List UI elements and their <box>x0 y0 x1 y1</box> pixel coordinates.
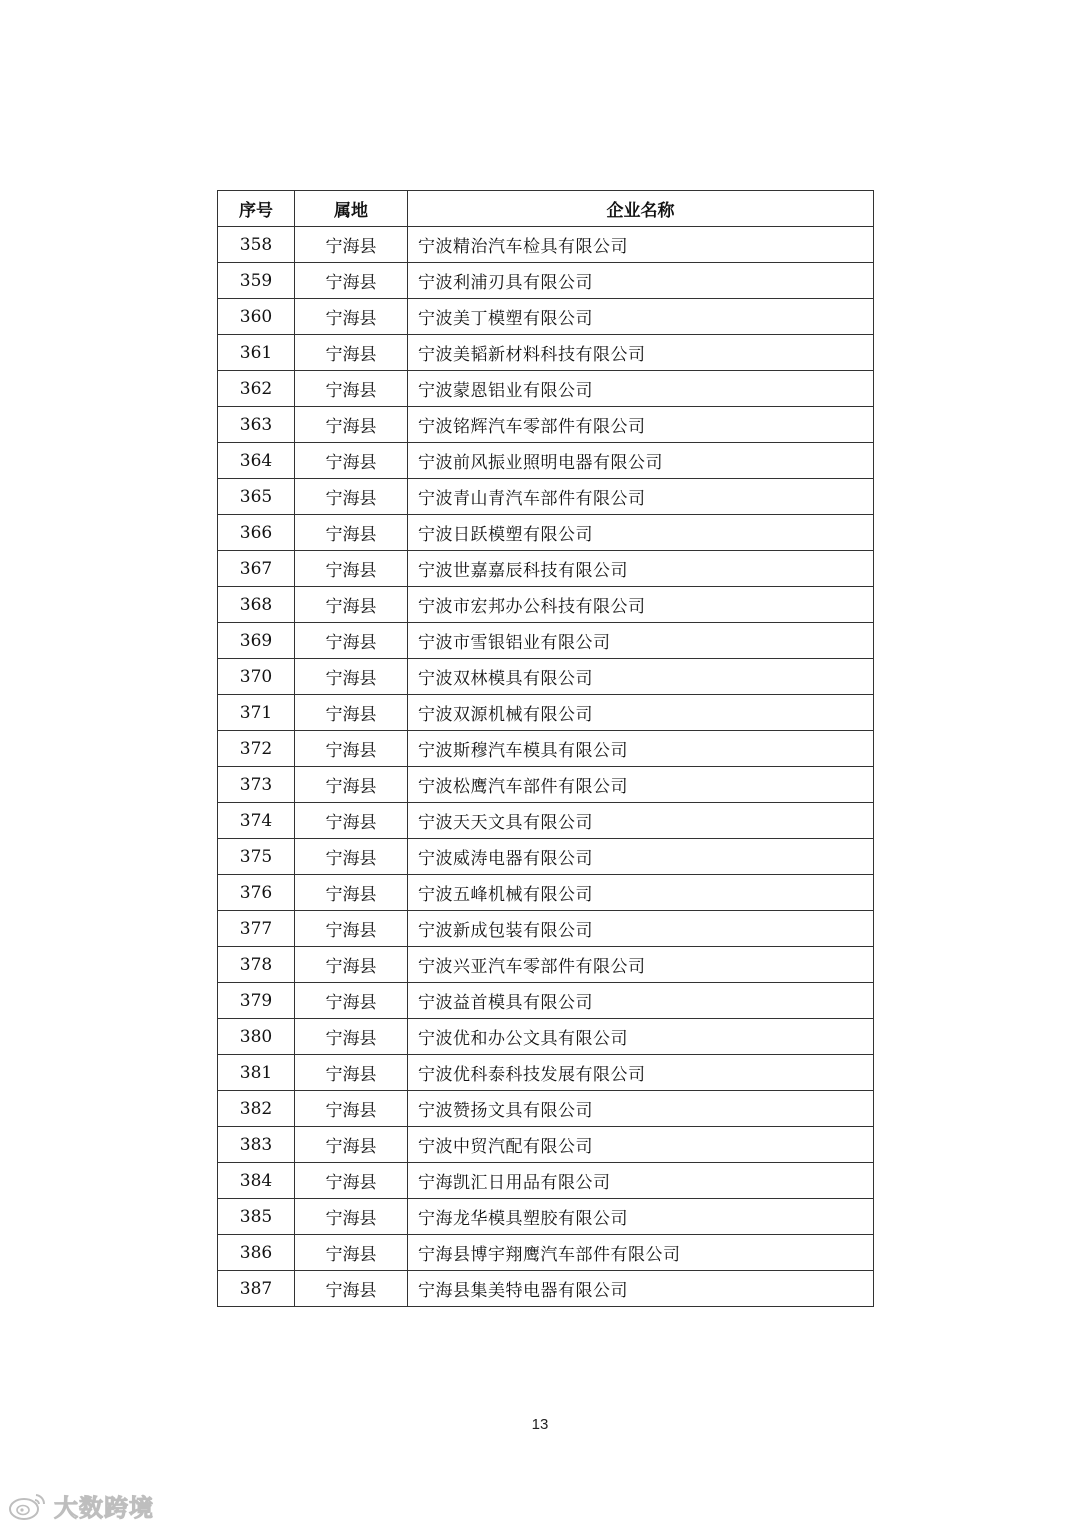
table-row <box>218 335 874 371</box>
row-location: 宁海县 <box>295 1163 408 1199</box>
row-number: 364 <box>218 443 295 479</box>
row-company-name: 宁波五峰机械有限公司 <box>408 875 874 911</box>
table-row <box>218 407 874 443</box>
table-row <box>218 1091 874 1127</box>
row-company-name: 宁波蒙恩铝业有限公司 <box>408 371 874 407</box>
row-location: 宁海县 <box>295 731 408 767</box>
header-company-name: 企业名称 <box>408 191 874 227</box>
table-row <box>218 731 874 767</box>
row-number: 381 <box>218 1055 295 1091</box>
row-number: 370 <box>218 659 295 695</box>
row-company-name: 宁波美韬新材料科技有限公司 <box>408 335 874 371</box>
row-company-name: 宁海凯汇日用品有限公司 <box>408 1163 874 1199</box>
row-company-name: 宁波铭辉汽车零部件有限公司 <box>408 407 874 443</box>
row-company-name: 宁波精治汽车检具有限公司 <box>408 227 874 263</box>
row-company-name: 宁波双源机械有限公司 <box>408 695 874 731</box>
table-row <box>218 479 874 515</box>
row-location: 宁海县 <box>295 263 408 299</box>
table-row <box>218 767 874 803</box>
table-row <box>218 839 874 875</box>
row-company-name: 宁波前风振业照明电器有限公司 <box>408 443 874 479</box>
row-location: 宁海县 <box>295 875 408 911</box>
table-header-row <box>218 191 874 227</box>
header-number: 序号 <box>218 191 295 227</box>
row-location: 宁海县 <box>295 479 408 515</box>
row-number: 371 <box>218 695 295 731</box>
page-number: 13 <box>531 1416 549 1433</box>
row-location: 宁海县 <box>295 983 408 1019</box>
row-company-name: 宁波斯穆汽车模具有限公司 <box>408 731 874 767</box>
row-location: 宁海县 <box>295 947 408 983</box>
row-company-name: 宁波松鹰汽车部件有限公司 <box>408 767 874 803</box>
row-company-name: 宁波天天文具有限公司 <box>408 803 874 839</box>
row-location: 宁海县 <box>295 1235 408 1271</box>
table-row <box>218 659 874 695</box>
row-location: 宁海县 <box>295 443 408 479</box>
row-location: 宁海县 <box>295 695 408 731</box>
row-number: 375 <box>218 839 295 875</box>
row-number: 369 <box>218 623 295 659</box>
row-location: 宁海县 <box>295 659 408 695</box>
row-number: 358 <box>218 227 295 263</box>
row-number: 367 <box>218 551 295 587</box>
row-company-name: 宁波优和办公文具有限公司 <box>408 1019 874 1055</box>
table-body <box>218 227 874 1307</box>
row-location: 宁海县 <box>295 839 408 875</box>
row-number: 360 <box>218 299 295 335</box>
table-row <box>218 1271 874 1307</box>
row-company-name: 宁波世嘉嘉辰科技有限公司 <box>408 551 874 587</box>
row-company-name: 宁波新成包装有限公司 <box>408 911 874 947</box>
row-number: 382 <box>218 1091 295 1127</box>
row-number: 374 <box>218 803 295 839</box>
row-number: 386 <box>218 1235 295 1271</box>
table-row <box>218 515 874 551</box>
table-row <box>218 551 874 587</box>
row-company-name: 宁波市宏邦办公科技有限公司 <box>408 587 874 623</box>
table-row <box>218 1127 874 1163</box>
row-location: 宁海县 <box>295 407 408 443</box>
row-location: 宁海县 <box>295 299 408 335</box>
row-company-name: 宁波美丁模塑有限公司 <box>408 299 874 335</box>
row-number: 362 <box>218 371 295 407</box>
table-row <box>218 263 874 299</box>
table-row <box>218 227 874 263</box>
watermark-text: 大数跨境 <box>54 1494 154 1522</box>
row-number: 366 <box>218 515 295 551</box>
table-row <box>218 803 874 839</box>
table-row <box>218 983 874 1019</box>
row-company-name: 宁海县集美特电器有限公司 <box>408 1271 874 1307</box>
row-location: 宁海县 <box>295 911 408 947</box>
row-location: 宁海县 <box>295 1091 408 1127</box>
row-company-name: 宁海县博宇翔鹰汽车部件有限公司 <box>408 1235 874 1271</box>
row-company-name: 宁波市雪银铝业有限公司 <box>408 623 874 659</box>
table-row <box>218 1019 874 1055</box>
row-number: 379 <box>218 983 295 1019</box>
table-row <box>218 1163 874 1199</box>
watermark <box>8 1488 154 1523</box>
row-location: 宁海县 <box>295 587 408 623</box>
row-location: 宁海县 <box>295 1127 408 1163</box>
row-location: 宁海县 <box>295 335 408 371</box>
row-number: 372 <box>218 731 295 767</box>
row-company-name: 宁波青山青汽车部件有限公司 <box>408 479 874 515</box>
row-number: 361 <box>218 335 295 371</box>
row-location: 宁海县 <box>295 803 408 839</box>
weibo-logo-icon <box>8 1491 48 1521</box>
row-location: 宁海县 <box>295 623 408 659</box>
row-location: 宁海县 <box>295 371 408 407</box>
row-number: 385 <box>218 1199 295 1235</box>
row-company-name: 宁波日跃模塑有限公司 <box>408 515 874 551</box>
row-location: 宁海县 <box>295 551 408 587</box>
row-company-name: 宁波双林模具有限公司 <box>408 659 874 695</box>
table-row <box>218 587 874 623</box>
row-location: 宁海县 <box>295 515 408 551</box>
row-company-name: 宁波益首模具有限公司 <box>408 983 874 1019</box>
row-location: 宁海县 <box>295 227 408 263</box>
row-number: 363 <box>218 407 295 443</box>
row-company-name: 宁海龙华模具塑胶有限公司 <box>408 1199 874 1235</box>
table-row <box>218 1199 874 1235</box>
row-number: 383 <box>218 1127 295 1163</box>
row-location: 宁海县 <box>295 1019 408 1055</box>
table-row <box>218 1055 874 1091</box>
row-location: 宁海县 <box>295 767 408 803</box>
header-location: 属地 <box>295 191 408 227</box>
table-row <box>218 623 874 659</box>
row-location: 宁海县 <box>295 1199 408 1235</box>
row-number: 387 <box>218 1271 295 1307</box>
table-row <box>218 1235 874 1271</box>
row-number: 359 <box>218 263 295 299</box>
row-number: 377 <box>218 911 295 947</box>
table-row <box>218 911 874 947</box>
table-row <box>218 947 874 983</box>
row-number: 376 <box>218 875 295 911</box>
table-row <box>218 443 874 479</box>
table-row <box>218 875 874 911</box>
table-row <box>218 299 874 335</box>
row-location: 宁海县 <box>295 1055 408 1091</box>
row-number: 380 <box>218 1019 295 1055</box>
row-location: 宁海县 <box>295 1271 408 1307</box>
table-row <box>218 695 874 731</box>
row-number: 365 <box>218 479 295 515</box>
row-number: 378 <box>218 947 295 983</box>
row-number: 384 <box>218 1163 295 1199</box>
row-number: 368 <box>218 587 295 623</box>
row-company-name: 宁波兴亚汽车零部件有限公司 <box>408 947 874 983</box>
row-company-name: 宁波利浦刃具有限公司 <box>408 263 874 299</box>
row-company-name: 宁波威涛电器有限公司 <box>408 839 874 875</box>
enterprise-table <box>217 190 874 1307</box>
row-company-name: 宁波优科泰科技发展有限公司 <box>408 1055 874 1091</box>
row-number: 373 <box>218 767 295 803</box>
row-company-name: 宁波赞扬文具有限公司 <box>408 1091 874 1127</box>
row-company-name: 宁波中贸汽配有限公司 <box>408 1127 874 1163</box>
table-row <box>218 371 874 407</box>
